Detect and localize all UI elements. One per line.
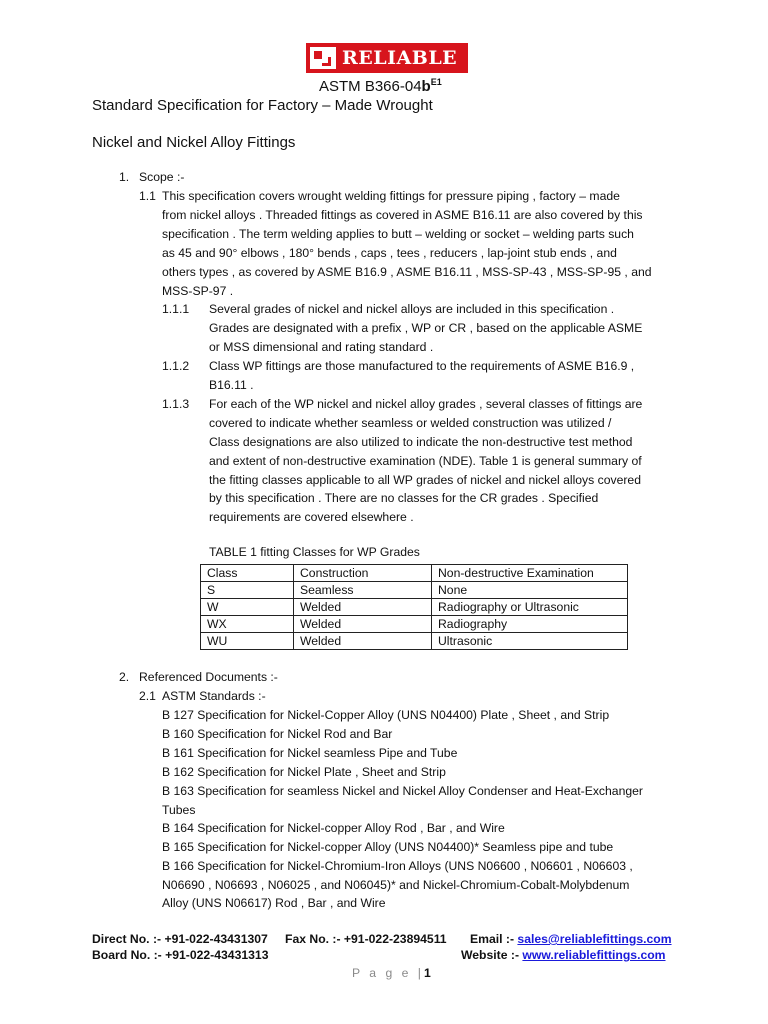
astm-designation (319, 77, 442, 95)
paragraph-line: as 45 and 90° elbows , 180° bends , caps , tees , reducers , lap-joint stub ends , and (162, 246, 617, 260)
table-cell: Radiography or Ultrasonic (432, 599, 628, 616)
paragraph-line: and extent of non-destructive examination (NDE). Table 1 is general summary of (209, 454, 642, 468)
reference-line: B 160 Specification for Nickel Rod and Bar (162, 727, 393, 741)
website-link[interactable]: www.reliablefittings.com (522, 948, 666, 962)
paragraph-line: specification . The term welding applies to butt – welding or socket – welding parts such (162, 227, 634, 241)
reference-line: B 166 Specification for Nickel-Chromium-Iron Alloys (UNS N06600 , N06601 , N06603 , (162, 859, 633, 873)
section-heading: Referenced Documents :- (139, 670, 278, 684)
subsection-heading: ASTM Standards :- (162, 689, 266, 703)
footer-board-number: Board No. :- +91-022-43431313 (92, 948, 269, 962)
email-label: Email :- (470, 932, 515, 946)
logo-mark-icon (310, 47, 336, 69)
paragraph-line: by this specification . There are no classes for the CR grades . Specified (209, 491, 599, 505)
table-header-cell: Class (201, 565, 294, 582)
paragraph-line: This specification covers wrought welding fittings for pressure piping , factory – made (162, 189, 620, 203)
table-row (201, 599, 628, 616)
table-header-cell: Construction (294, 565, 432, 582)
footer-fax-number: Fax No. :- +91-022-23894511 (285, 932, 447, 946)
page-number-value: 1 (423, 966, 431, 980)
section-number: 1. (119, 170, 130, 184)
reference-line: B 165 Specification for Nickel-copper Alloy (UNS N04400)* Seamless pipe and tube (162, 840, 614, 854)
page-label: P a g e (352, 966, 412, 980)
footer-direct-number: Direct No. :- +91-022-43431307 (92, 932, 268, 946)
subsection-number: 1.1.2 (162, 359, 190, 373)
table-row (201, 633, 628, 650)
table-cell: Seamless (294, 582, 432, 599)
paragraph-line: MSS-SP-97 . (162, 284, 234, 298)
paragraph-line: B16.11 . (209, 378, 254, 392)
table-header-cell: Non-destructive Examination (432, 565, 628, 582)
paragraph-line: Class designations are also utilized to indicate the non-destructive test method (209, 435, 633, 449)
reference-line: B 163 Specification for seamless Nickel and Nickel Alloy Condenser and Heat-Exchanger (162, 784, 643, 798)
reference-line: B 164 Specification for Nickel-copper Alloy Rod , Bar , and Wire (162, 821, 505, 835)
subsection-number: 2.1 (139, 689, 156, 703)
company-logo (306, 43, 468, 73)
email-link[interactable]: sales@reliablefittings.com (517, 932, 672, 946)
document-title-line2: Nickel and Nickel Alloy Fittings (92, 134, 296, 151)
table-cell: WU (201, 633, 294, 650)
reference-line: Alloy (UNS N06617) Rod , Bar , and Wire (162, 896, 386, 910)
footer-website (461, 948, 666, 962)
astm-prefix: ASTM B366-04 (319, 78, 422, 95)
table-cell: Ultrasonic (432, 633, 628, 650)
paragraph-line: Grades are designated with a prefix , WP or CR , based on the applicable ASME (209, 321, 643, 335)
reference-line: B 161 Specification for Nickel seamless Pipe and Tube (162, 746, 458, 760)
table-cell: WX (201, 616, 294, 633)
table-header-row (201, 565, 628, 582)
page-number (352, 966, 431, 980)
paragraph-line: or MSS dimensional and rating standard . (209, 340, 434, 354)
reference-line: B 162 Specification for Nickel Plate , Sheet and Strip (162, 765, 446, 779)
table-row (201, 616, 628, 633)
table-cell: Welded (294, 616, 432, 633)
paragraph-line: others types , as covered by ASME B16.9 , ASME B16.11 , MSS-SP-43 , MSS-SP-95 , and (162, 265, 652, 279)
table-cell: Radiography (432, 616, 628, 633)
section-number: 2. (119, 670, 130, 684)
page-separator: | (417, 966, 424, 980)
paragraph-line: Several grades of nickel and nickel alloys are included in this specification . (209, 302, 615, 316)
section-heading: Scope :- (139, 170, 185, 184)
subsection-number: 1.1.1 (162, 302, 190, 316)
table-cell: Welded (294, 599, 432, 616)
table-caption: TABLE 1 fitting Classes for WP Grades (209, 545, 420, 559)
table-cell: W (201, 599, 294, 616)
table-cell: Welded (294, 633, 432, 650)
paragraph-line: Class WP fittings are those manufactured to the requirements of ASME B16.9 , (209, 359, 635, 373)
table-row (201, 582, 628, 599)
table-cell: S (201, 582, 294, 599)
reference-line: Tubes (162, 803, 196, 817)
subsection-number: 1.1 (139, 189, 156, 203)
footer-email (470, 932, 672, 946)
astm-revision: b (421, 78, 431, 95)
logo-text: RELIABLE (342, 47, 458, 69)
astm-superscript: E1 (430, 77, 442, 87)
table-cell: None (432, 582, 628, 599)
paragraph-line: the fitting classes applicable to all WP grades of nickel and nickel alloys covered (209, 473, 641, 487)
paragraph-line: requirements are covered elsewhere . (209, 510, 414, 524)
paragraph-line: from nickel alloys . Threaded fittings as covered in ASME B16.11 are also covered by this (162, 208, 643, 222)
reference-line: N06690 , N06693 , N06025 , and N06045)* and Nickel-Chromium-Cobalt-Molybdenum (162, 878, 630, 892)
paragraph-line: covered to indicate whether seamless or welded construction was utilized / (209, 416, 612, 430)
document-title-line1: Standard Specification for Factory – Made Wrought (92, 97, 433, 114)
subsection-number: 1.1.3 (162, 397, 190, 411)
fitting-classes-table (200, 564, 628, 650)
paragraph-line: For each of the WP nickel and nickel alloy grades , several classes of fittings are (209, 397, 643, 411)
website-label: Website :- (461, 948, 520, 962)
reference-line: B 127 Specification for Nickel-Copper Alloy (UNS N04400) Plate , Sheet , and Strip (162, 708, 610, 722)
